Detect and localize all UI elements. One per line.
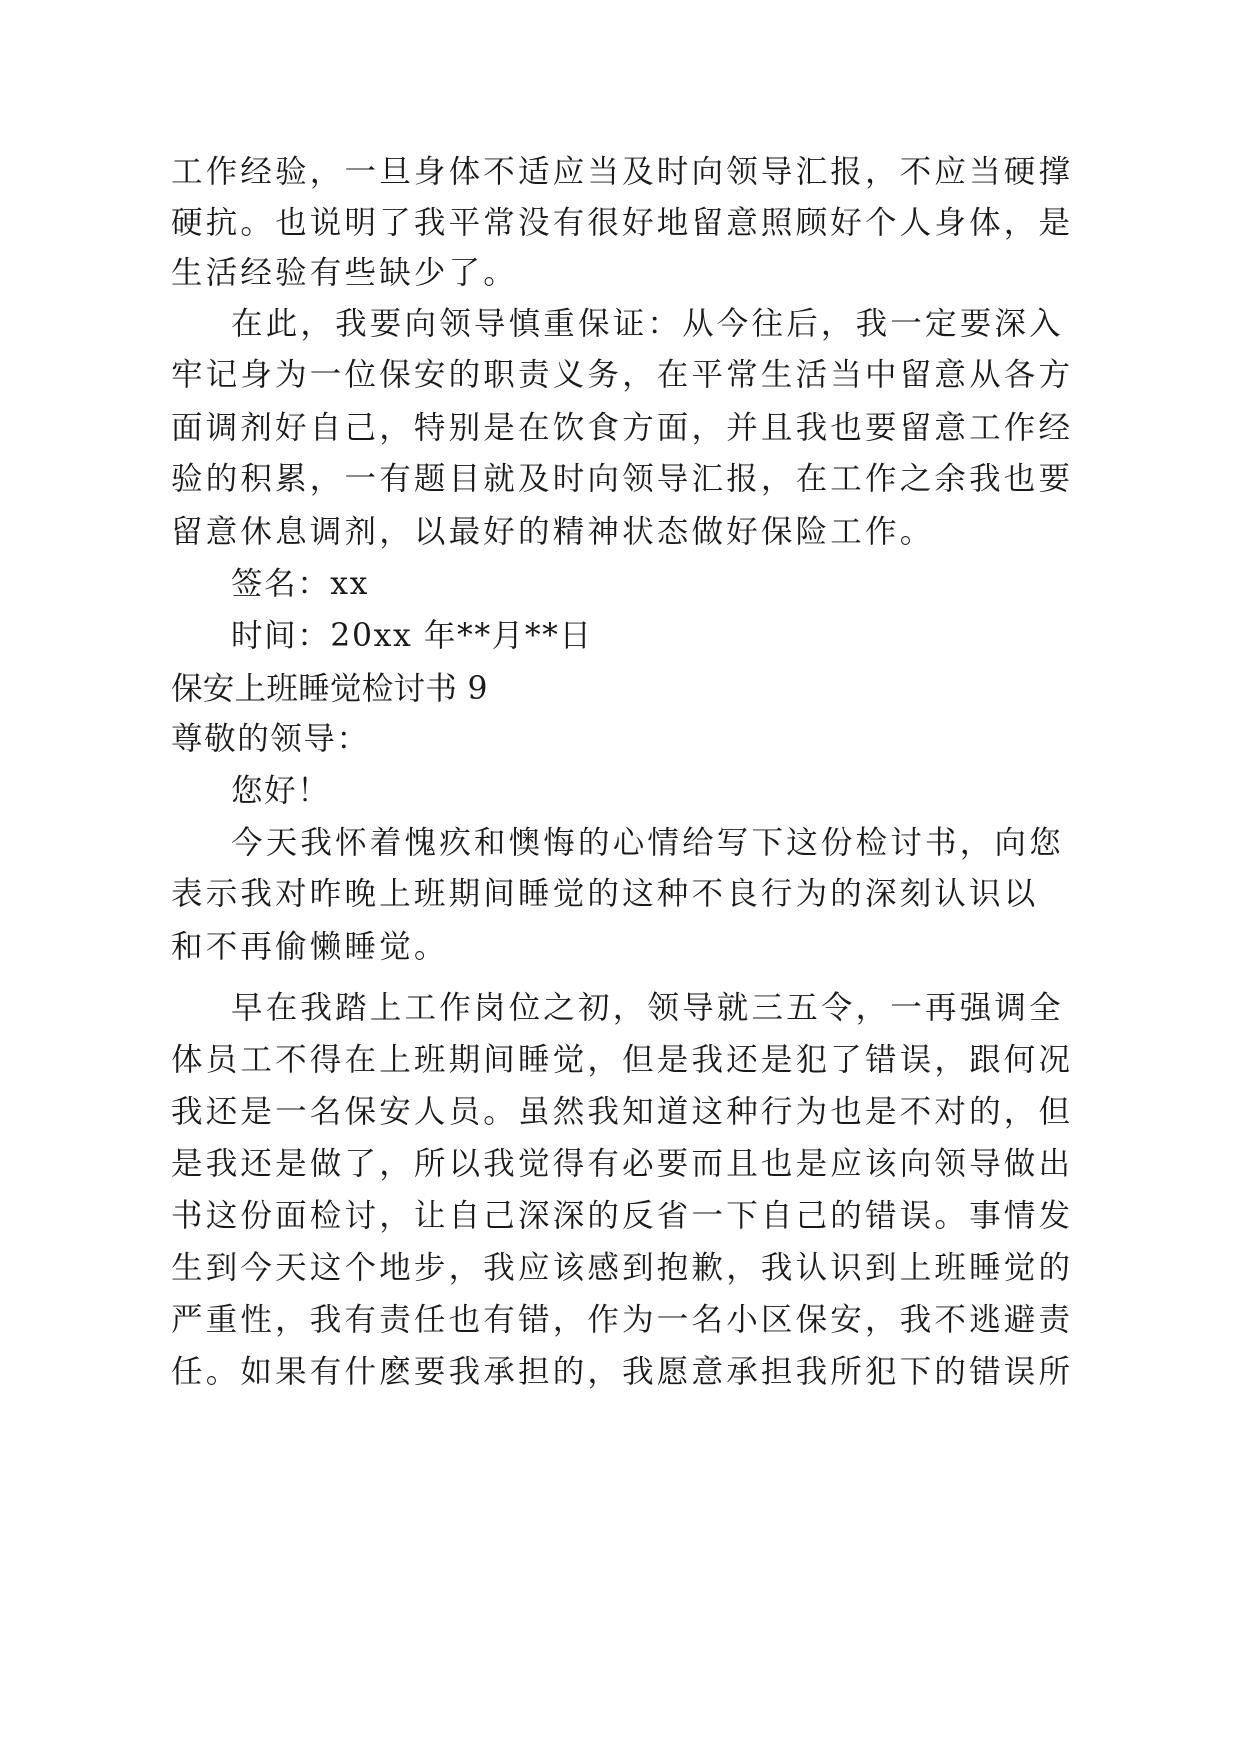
signature-line: 签名：xx	[231, 566, 370, 602]
section-title: 保安上班睡觉检讨书 9	[171, 671, 488, 707]
paragraph-first-line: 今天我怀着愧疚和懊悔的心情给写下这份检讨书，向您	[231, 825, 1064, 861]
body-line: 牢记身为一位保安的职责义务，在平常生活当中留意从各方	[171, 357, 1074, 393]
salutation: 尊敬的领导：	[171, 721, 370, 757]
body-line: 体员工不得在上班期间睡觉，但是我还是犯了错误，跟何况	[171, 1042, 1074, 1078]
paragraph-first-line: 在此，我要向领导慎重保证：从今往后，我一定要深入	[231, 306, 1064, 342]
body-line: 和不再偷懒睡觉。	[171, 929, 449, 965]
date-line: 时间：20xx 年**月**日	[231, 618, 593, 654]
greeting: 您好！	[231, 773, 331, 809]
body-line: 面调剂好自己，特别是在饮食方面，并且我也要留意工作经	[171, 410, 1074, 446]
body-line: 生到今天这个地步，我应该感到抱歉，我认识到上班睡觉的	[171, 1250, 1074, 1286]
body-line: 验的积累，一有题目就及时向领导汇报，在工作之余我也要	[171, 461, 1074, 497]
body-line: 我还是一名保安人员。虽然我知道这种行为也是不对的，但	[171, 1094, 1074, 1130]
paragraph-first-line: 早在我踏上工作岗位之初，领导就三五令，一再强调全	[231, 990, 1064, 1026]
body-line: 表示我对昨晚上班期间睡觉的这种不良行为的深刻认识以	[171, 876, 1039, 912]
body-line: 书这份面检讨，让自己深深的反省一下自己的错误。事情发	[171, 1198, 1074, 1234]
body-line: 工作经验，一旦身体不适应当及时向领导汇报，不应当硬撑	[171, 154, 1074, 190]
body-line: 生活经验有些缺少了。	[171, 255, 519, 291]
body-line: 严重性，我有责任也有错，作为一名小区保安，我不逃避责	[171, 1302, 1074, 1338]
body-line: 留意休息调剂，以最好的精神状态做好保险工作。	[171, 514, 935, 550]
body-line: 硬抗。也说明了我平常没有很好地留意照顾好个人身体，是	[171, 205, 1074, 241]
body-line: 任。如果有什麽要我承担的，我愿意承担我所犯下的错误所	[171, 1354, 1074, 1390]
body-line: 是我还是做了，所以我觉得有必要而且也是应该向领导做出	[171, 1146, 1074, 1182]
